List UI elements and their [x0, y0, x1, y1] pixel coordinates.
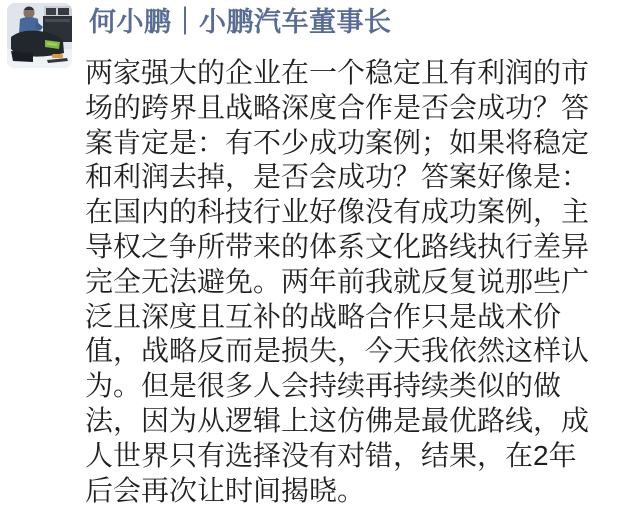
post-text-line: 案肯定是：有不少成功案例；如果将稳定	[85, 126, 590, 158]
avatar[interactable]	[7, 3, 72, 68]
post-text-line: 人世界只有选择没有对错，结果，在2年	[85, 439, 577, 471]
post-text-line: 值，战略反而是损失，今天我依然这样认	[85, 335, 590, 367]
post-text-line: 完全无法避免。两年前我就反复说那些广	[85, 265, 590, 297]
author-name[interactable]: 何小鹏｜小鹏汽车董事长	[89, 7, 392, 37]
post-text	[85, 56, 621, 508]
post-text-line: 场的跨界且战略深度合作是否会成功？答	[85, 91, 590, 123]
post-text-line: 和利润去掉，是否会成功？答案好像是：	[85, 161, 590, 193]
post-text-line: 泛且深度且互补的战略合作只是战术价	[85, 300, 562, 332]
post-text-line: 两家强大的企业在一个稳定且有利润的市	[85, 57, 590, 88]
post-text-line: 导权之争所带来的体系文化路线执行差异	[85, 230, 590, 262]
post-text-line: 为。但是很多人会持续再持续类似的做	[85, 370, 562, 402]
post-text-line: 后会再次让时间揭晓。	[85, 474, 366, 506]
avatar-photo	[7, 3, 72, 68]
post-text-line: 在国内的科技行业好像没有成功案例，主	[85, 196, 590, 228]
post-text-line: 法，因为从逻辑上这仿佛是最优路线，成	[85, 404, 590, 436]
